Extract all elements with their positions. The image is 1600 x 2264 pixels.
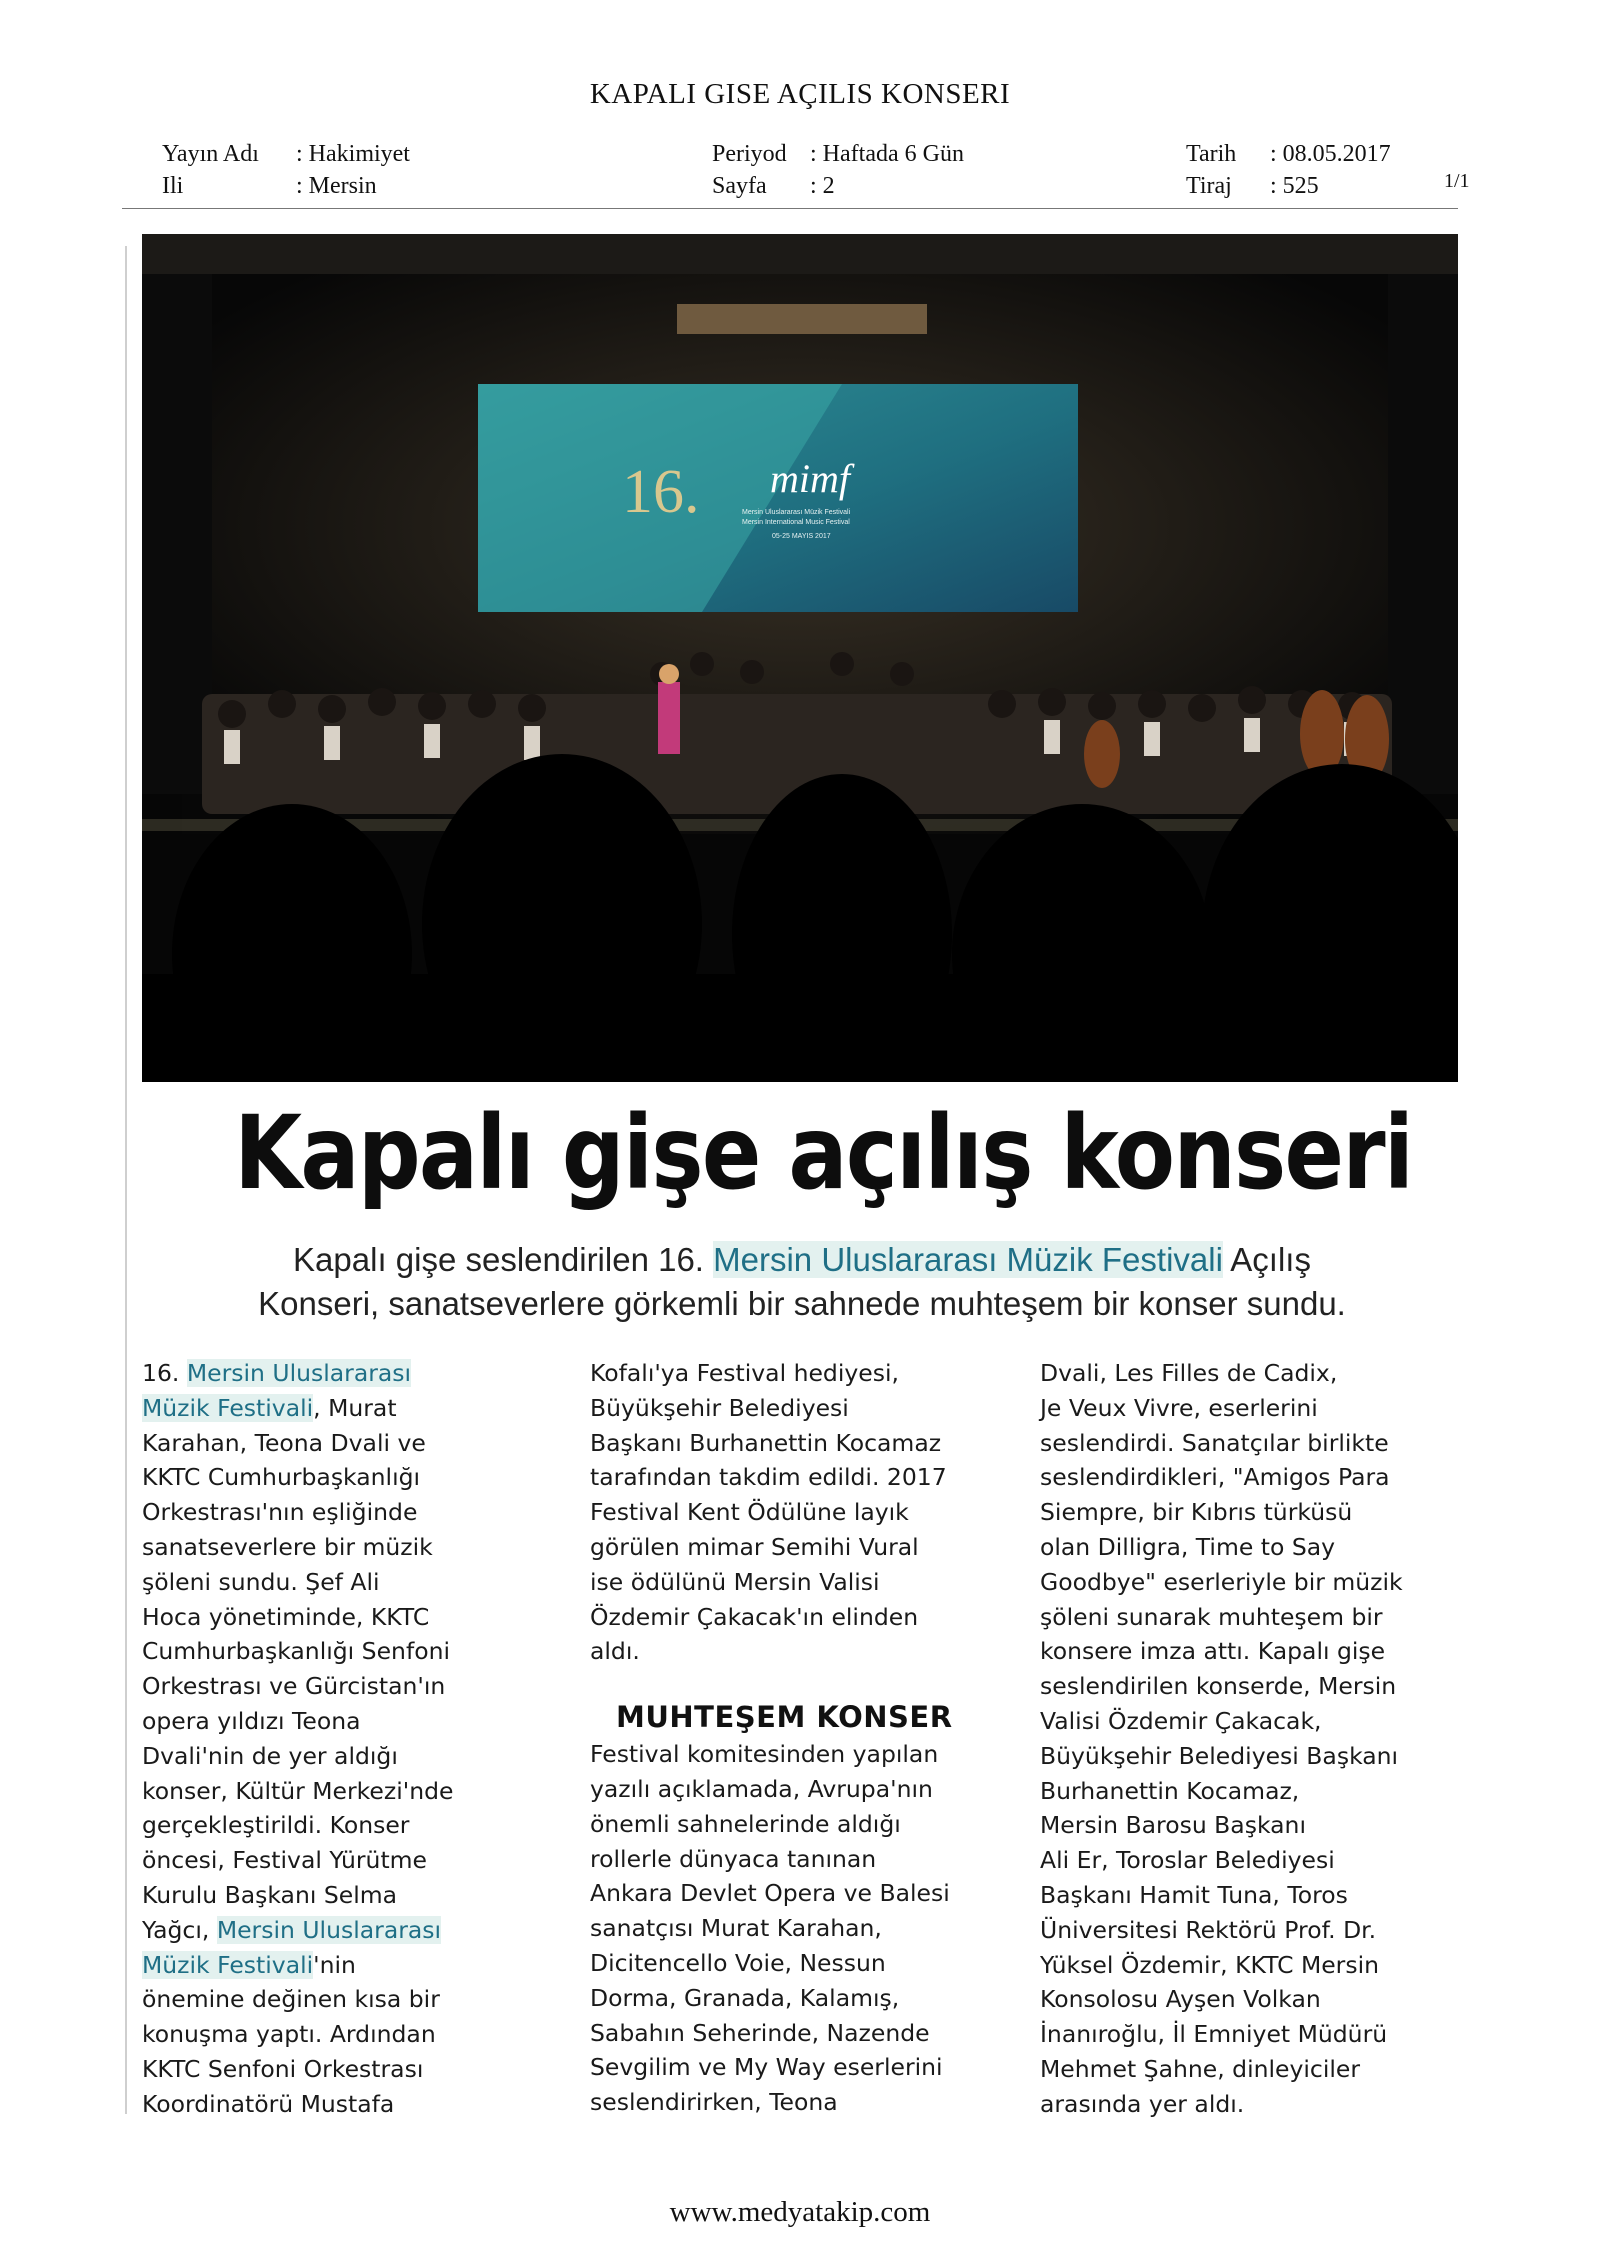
column-2-text-top — [590, 1356, 980, 1669]
text-line: görülen mimar Semihi Vural — [590, 1532, 919, 1561]
text-line: konuşma yaptı. Ardından — [142, 2020, 436, 2049]
footer-url: www.medyatakip.com — [669, 2196, 931, 2228]
text-line: Yağcı, Mersin Uluslararası — [142, 1915, 442, 1944]
lead-line: Kapalı gişe seslendirilen 16. Mersin Uluslararası Müzik Festivali Açılış — [293, 1241, 1311, 1278]
text-line: tarafından takdim edildi. 2017 — [590, 1463, 947, 1492]
text-line: Valisi Özdemir Çakacak, — [1040, 1706, 1322, 1735]
date-value: : 08.05.2017 — [1270, 141, 1391, 167]
text-line: İnanıroğlu, İl Emniyet Müdürü — [1040, 2020, 1388, 2049]
text-line: gerçekleştirildi. Konser — [142, 1811, 410, 1840]
text-line: Ankara Devlet Opera ve Balesi — [590, 1879, 950, 1908]
text-line: Yüksel Özdemir, KKTC Mersin — [1040, 1950, 1380, 1979]
text-line: konsere imza attı. Kapalı gişe — [1040, 1637, 1386, 1666]
text-line: sanatçısı Murat Karahan, — [590, 1914, 882, 1943]
festival-highlight: Müzik Festivali — [142, 1393, 314, 1422]
clipping-margin-line — [125, 246, 127, 2114]
text-line: arasında yer aldı. — [1040, 2089, 1245, 2118]
festival-highlight: Mersin Uluslararası Müzik Festivali — [713, 1241, 1223, 1278]
page-label: Sayfa — [712, 173, 767, 199]
festival-highlight: Müzik Festivali — [142, 1950, 314, 1979]
article-headline: Kapalı gişe açılış konseri — [234, 1094, 1413, 1213]
text-line: Karahan, Teona Dvali ve — [142, 1428, 426, 1457]
text-line: Mersin Barosu Başkanı — [1040, 1811, 1306, 1840]
text-line: Dvali'nin de yer aldığı — [142, 1741, 398, 1770]
text-line: Mehmet Şahne, dinleyiciler — [1040, 2054, 1361, 2083]
text-line: rollerle dünyaca tanınan — [590, 1844, 877, 1873]
period-label: Periyod — [712, 141, 787, 167]
text-line: Üniversitesi Rektörü Prof. Dr. — [1040, 1915, 1377, 1944]
text-line: konser, Kültür Merkezi'nde — [142, 1776, 454, 1805]
circulation-value: : 525 — [1270, 173, 1319, 199]
banner-dates: 05-25 MAYIS 2017 — [772, 533, 831, 540]
text-line: Ali Er, Toroslar Belediyesi — [1040, 1846, 1335, 1875]
article-column-1 — [142, 1356, 532, 2122]
text-line: KKTC Cumhurbaşkanlığı — [142, 1463, 421, 1492]
text-line: şöleni sunarak muhteşem bir — [1040, 1602, 1383, 1631]
text-line: Konsolosu Ayşen Volkan — [1040, 1985, 1321, 2014]
text-line: öncesi, Festival Yürütme — [142, 1846, 428, 1875]
period-value: : Haftada 6 Gün — [810, 141, 964, 167]
text-line: şöleni sundu. Şef Ali — [142, 1567, 380, 1596]
banner-line1: Mersin Uluslararası Müzik Festivali — [742, 509, 851, 516]
text-line: Sabahın Seherinde, Nazende — [590, 2018, 930, 2047]
header-divider — [122, 208, 1458, 209]
text-line: aldı. — [590, 1637, 640, 1666]
text-line: Hoca yönetiminde, KKTC — [142, 1602, 430, 1631]
lead-line: Konseri, sanatseverlere görkemli bir sahnede muhteşem bir konser sundu. — [258, 1285, 1346, 1322]
circulation-label: Tiraj — [1186, 173, 1232, 199]
text-line: önemli sahnelerinde aldığı — [590, 1809, 901, 1838]
text-line: Büyükşehir Belediyesi Başkanı — [1040, 1741, 1399, 1770]
text-line: seslendirdi. Sanatçılar birlikte — [1040, 1428, 1389, 1457]
festival-banner — [478, 384, 1078, 612]
text-line: Dvali, Les Filles de Cadix, — [1040, 1359, 1338, 1387]
text-line: sanatseverlere bir müzik — [142, 1532, 433, 1561]
text-line: Büyükşehir Belediyesi — [590, 1393, 849, 1422]
concert-photo — [142, 234, 1458, 1082]
text-line: 16. Mersin Uluslararası — [142, 1359, 412, 1387]
text-line: Orkestrası'nın eşliğinde — [142, 1498, 418, 1527]
text-line: seslendirilen konserde, Mersin — [1040, 1672, 1397, 1701]
city-value: : Mersin — [296, 173, 377, 199]
meta-right — [1186, 138, 1391, 202]
text-line: Koordinatörü Mustafa — [142, 2089, 395, 2118]
text-line: Cumhurbaşkanlığı Senfoni — [142, 1637, 451, 1666]
document-title: KAPALI GISE AÇILIS KONSERI — [589, 78, 1011, 110]
text-line: Festival komitesinden yapılan — [590, 1740, 939, 1769]
meta-middle — [712, 138, 964, 202]
text-line: opera yıldızı Teona — [142, 1706, 361, 1735]
festival-highlight: Mersin Uluslararası — [186, 1359, 412, 1387]
text-line: Goodbye" eserleriyle bir müzik — [1040, 1567, 1403, 1596]
text-line: Burhanettin Kocamaz, — [1040, 1776, 1300, 1805]
article-lead — [146, 1238, 1458, 1326]
text-line: önemine değinen kısa bir — [142, 1985, 440, 2014]
text-line: Kurulu Başkanı Selma — [142, 1880, 398, 1909]
text-line: Başkanı Burhanettin Kocamaz — [590, 1428, 942, 1457]
text-line: Dorma, Granada, Kalamış, — [590, 1983, 900, 2012]
text-line: Dicitencello Voie, Nessun — [590, 1948, 886, 1977]
festival-highlight: Mersin Uluslararası — [216, 1915, 442, 1944]
text-line: Siempre, bir Kıbrıs türküsü — [1040, 1498, 1353, 1527]
page-count: 1/1 — [1444, 170, 1470, 192]
text-line: Sevgilim ve My Way eserlerini — [590, 2053, 943, 2082]
article-column-3 — [1040, 1356, 1430, 2122]
publication-label: Yayın Adı — [162, 141, 259, 167]
date-label: Tarih — [1186, 141, 1237, 167]
text-line: Je Veux Vivre, eserlerini — [1040, 1393, 1318, 1422]
text-line: yazılı açıklamada, Avrupa'nın — [590, 1774, 933, 1803]
text-line: seslendirirken, Teona — [590, 2088, 838, 2117]
text-line: Festival Kent Ödülüne layık — [590, 1498, 909, 1527]
text-line: KKTC Senfoni Orkestrası — [142, 2054, 424, 2083]
text-line: Başkanı Hamit Tuna, Toros — [1040, 1880, 1348, 1909]
section-subheading: MUHTEŞEM KONSER — [616, 1700, 953, 1735]
page-value: : 2 — [810, 173, 835, 199]
text-line: Özdemir Çakacak'ın elinden — [590, 1602, 919, 1631]
column-2-text-bottom — [590, 1737, 980, 2120]
city-label: Ili — [162, 173, 184, 199]
article-column-2 — [590, 1356, 980, 2120]
text-line: ise ödülünü Mersin Valisi — [590, 1567, 880, 1596]
meta-left — [162, 138, 410, 202]
text-line: Müzik Festivali, Murat — [142, 1393, 397, 1422]
publication-value: : Hakimiyet — [296, 141, 410, 167]
text-line: seslendirdikleri, "Amigos Para — [1040, 1463, 1390, 1492]
banner-number: 16. — [622, 458, 700, 526]
text-line: Müzik Festivali'nin — [142, 1950, 356, 1979]
banner-logo: mimf — [770, 456, 850, 501]
text-line: Orkestrası ve Gürcistan'ın — [142, 1672, 446, 1701]
text-line: Kofalı'ya Festival hediyesi, — [590, 1359, 899, 1387]
text-line: olan Dilligra, Time to Say — [1040, 1532, 1336, 1561]
banner-line2: Mersin International Music Festival — [742, 519, 850, 526]
